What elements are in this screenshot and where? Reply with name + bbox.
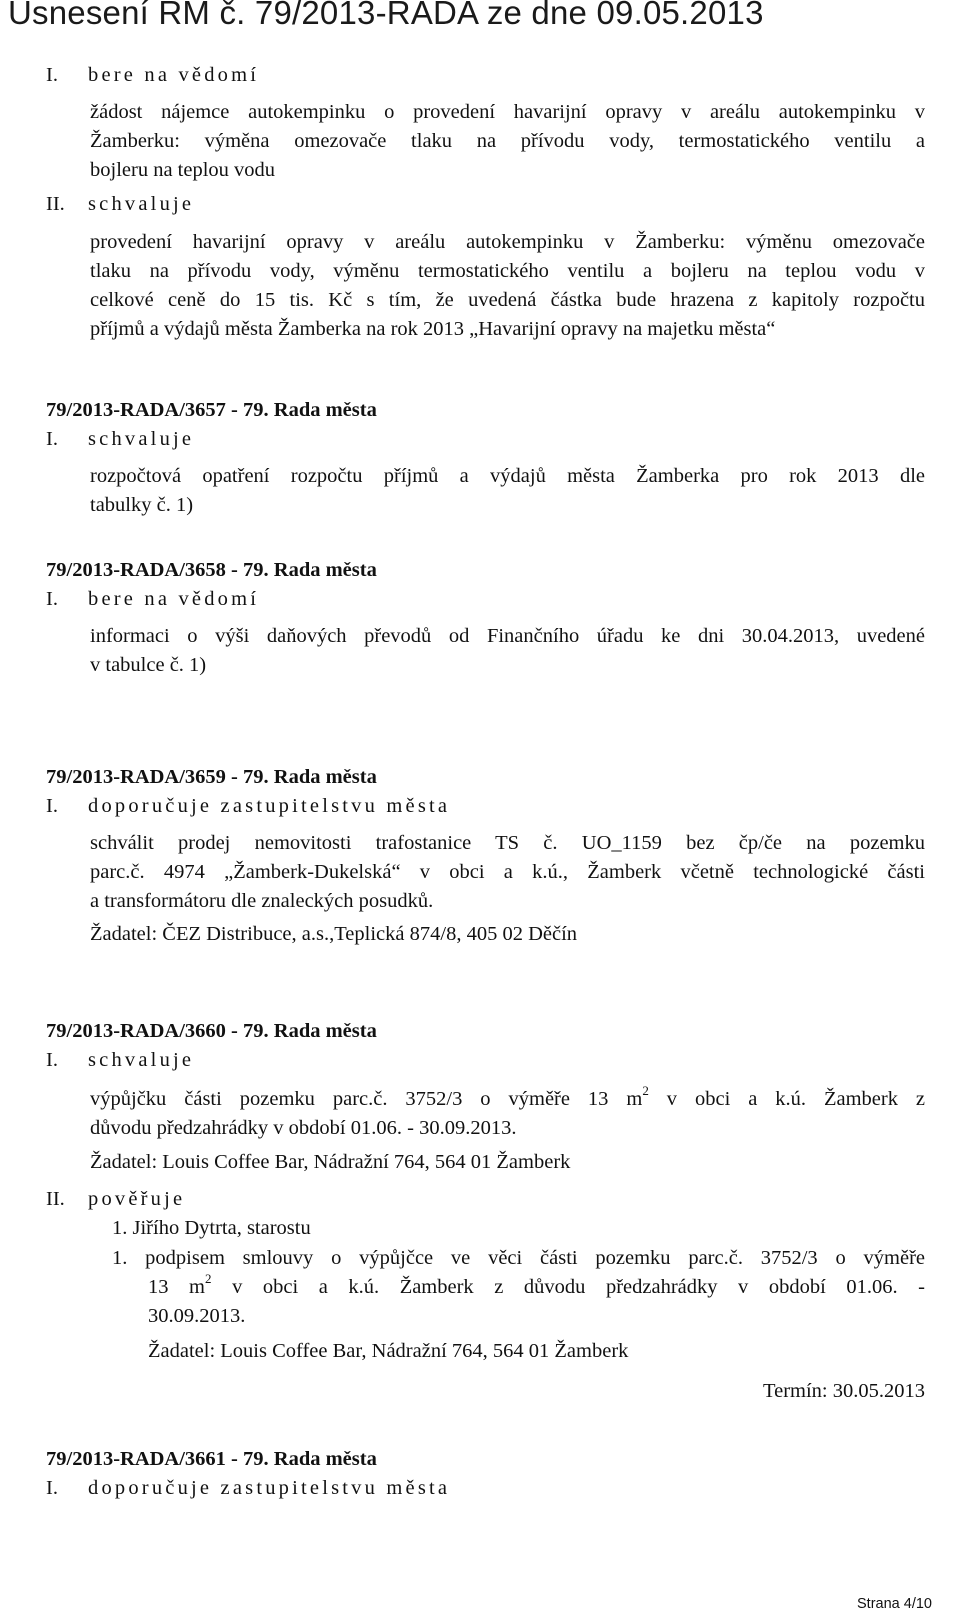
resolution-heading: 79/2013-RADA/3659 - 79. Rada města xyxy=(46,766,377,788)
paragraph-line: celkové ceně do 15 tis. Kč s tím, že uvedená částka bude hrazena z kapitoly rozpočtu xyxy=(90,289,925,311)
paragraph-line: tlaku na přívodu vody, výměnu termostatického ventilu a bojleru na teplou vodu v xyxy=(90,260,925,282)
section-number: I. xyxy=(46,1049,58,1071)
resolution-paragraph xyxy=(90,228,925,344)
section-verb: schvaluje xyxy=(88,428,195,450)
paragraph-line xyxy=(90,1085,925,1114)
section-label xyxy=(46,61,259,90)
resolution-heading: 79/2013-RADA/3660 - 79. Rada města xyxy=(46,1020,377,1042)
section-verb: doporučuje zastupitelstvu města xyxy=(88,1477,451,1499)
section-number: I. xyxy=(46,428,58,450)
resolution-paragraph xyxy=(90,622,925,680)
resolution-heading: 79/2013-RADA/3661 - 79. Rada města xyxy=(46,1448,377,1470)
applicant-line: Žadatel: Louis Coffee Bar, Nádražní 764, 564 01 Žamberk xyxy=(148,1340,629,1362)
applicant-line: Žadatel: Louis Coffee Bar, Nádražní 764, 564 01 Žamberk xyxy=(90,1151,571,1173)
section-number: I. xyxy=(46,588,58,610)
paragraph-line: příjmů a výdajů města Žamberka na rok 2013 „Havarijní opravy na majetku města“ xyxy=(90,318,776,340)
section-verb: doporučuje zastupitelstvu města xyxy=(88,795,451,817)
section-number: I. xyxy=(46,1477,58,1499)
section-label xyxy=(46,792,450,821)
resolution-paragraph xyxy=(90,829,925,916)
resolution-paragraph xyxy=(90,462,925,520)
section-number: I. xyxy=(46,795,58,817)
line-text: v obci a k.ú. Žamberk z xyxy=(648,1088,925,1110)
resolution-heading: 79/2013-RADA/3657 - 79. Rada města xyxy=(46,399,377,421)
section-label xyxy=(46,190,194,219)
superscript: 2 xyxy=(642,1083,649,1099)
section-verb: schvaluje xyxy=(88,193,195,215)
paragraph-line: 30.09.2013. xyxy=(148,1305,246,1327)
paragraph-line: 1. podpisem smlouvy o výpůjčce ve věci části pozemku parc.č. 3752/3 o výměře xyxy=(112,1247,925,1269)
paragraph-line: a transformátoru dle znaleckých posudků. xyxy=(90,890,434,912)
page-number: Strana 4/10 xyxy=(857,1596,932,1612)
paragraph-line: provedení havarijní opravy v areálu autokempinku v Žamberku: výměnu omezovače xyxy=(90,231,925,253)
paragraph-line: tabulky č. 1) xyxy=(90,494,194,516)
paragraph-line xyxy=(148,1273,925,1302)
paragraph-line: rozpočtová opatření rozpočtu příjmů a výdajů města Žamberka pro rok 2013 dle xyxy=(90,465,925,487)
section-verb: schvaluje xyxy=(88,1049,195,1071)
section-label xyxy=(46,585,259,614)
section-verb: pověřuje xyxy=(88,1188,186,1210)
section-label xyxy=(46,1474,450,1503)
line-text: v obci a k.ú. Žamberk z důvodu předzahrádky v období 01.06. - xyxy=(211,1276,925,1298)
paragraph-line: bojleru na teplou vodu xyxy=(90,159,276,181)
paragraph-line: Žamberku: výměna omezovače tlaku na přívodu vody, termostatického ventilu a xyxy=(90,130,925,152)
line-text: výpůjčku části pozemku parc.č. 3752/3 o výměře 13 m xyxy=(90,1088,643,1110)
section-label xyxy=(46,1185,185,1214)
paragraph-line: důvodu předzahrádky v období 01.06. - 30.09.2013. xyxy=(90,1117,517,1139)
paragraph-line: parc.č. 4974 „Žamberk-Dukelská“ v obci a k.ú., Žamberk včetně technologické části xyxy=(90,861,925,883)
task-paragraph xyxy=(112,1244,925,1273)
task-paragraph xyxy=(148,1273,925,1331)
superscript: 2 xyxy=(205,1271,212,1287)
section-label xyxy=(46,1046,194,1075)
paragraph-line: schválit prodej nemovitosti trafostanice TS č. UO_1159 bez čp/če na pozemku xyxy=(90,832,925,854)
section-number: II. xyxy=(46,1188,65,1210)
paragraph-line: informaci o výši daňových převodů od Finančního úřadu ke dni 30.04.2013, uvedené xyxy=(90,625,925,647)
section-verb: bere na vědomí xyxy=(88,588,260,610)
section-number: II. xyxy=(46,193,65,215)
resolution-paragraph xyxy=(90,98,925,185)
paragraph-line: v tabulce č. 1) xyxy=(90,654,207,676)
section-number: I. xyxy=(46,64,58,86)
section-label xyxy=(46,425,194,454)
resolution-heading: 79/2013-RADA/3658 - 79. Rada města xyxy=(46,559,377,581)
resolution-paragraph xyxy=(90,1085,925,1143)
applicant-line: Žadatel: ČEZ Distribuce, a.s.,Teplická 874/8, 405 02 Děčín xyxy=(90,923,578,945)
line-text: 13 m xyxy=(148,1276,206,1298)
paragraph-line: žádost nájemce autokempinku o provedení havarijní opravy v areálu autokempinku v xyxy=(90,101,925,123)
deadline: Termín: 30.05.2013 xyxy=(763,1380,925,1402)
page-title: Usnesení RM č. 79/2013-RADA ze dne 09.05.2013 xyxy=(8,0,764,31)
delegated-person: 1. Jiřího Dytrta, starostu xyxy=(112,1217,311,1239)
section-verb: bere na vědomí xyxy=(88,64,260,86)
